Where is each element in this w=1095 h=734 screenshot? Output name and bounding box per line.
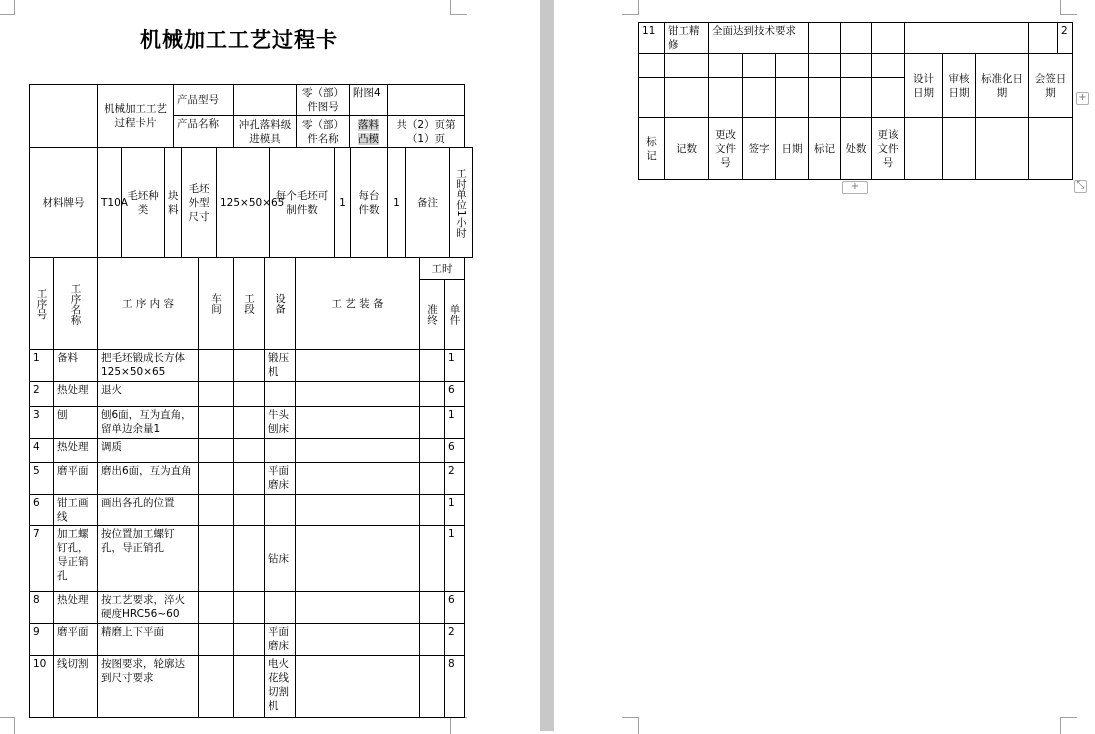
- empty-cell[interactable]: [639, 78, 665, 118]
- op-no[interactable]: 3: [30, 407, 54, 439]
- op-workshop[interactable]: [199, 526, 234, 592]
- product-model-label[interactable]: 产品型号: [174, 85, 234, 116]
- op-unit[interactable]: 6: [445, 592, 465, 624]
- op-content[interactable]: 按工艺要求，淬火硬度HRC56~60: [98, 592, 199, 624]
- table-row[interactable]: [30, 495, 465, 526]
- table-row[interactable]: [30, 350, 465, 382]
- op-content[interactable]: 按图要求，轮廓达到尺寸要求: [98, 656, 199, 718]
- review-date-label[interactable]: 审核日期: [943, 54, 976, 118]
- op-unit[interactable]: 6: [445, 382, 465, 407]
- page-corner-mark: [622, 717, 639, 734]
- op-workshop[interactable]: [199, 624, 234, 656]
- page-gutter: [540, 0, 554, 731]
- op-tooling[interactable]: [296, 350, 420, 382]
- op-workshop[interactable]: [199, 592, 234, 624]
- op-section[interactable]: [234, 382, 265, 407]
- op-name[interactable]: 钳工画线: [54, 495, 98, 526]
- revision-sign-label[interactable]: 签字: [743, 118, 776, 180]
- op-equipment[interactable]: 钻床: [265, 526, 296, 592]
- op-prep[interactable]: [420, 624, 445, 656]
- op-name[interactable]: 热处理: [54, 382, 98, 407]
- op-equipment[interactable]: [265, 439, 296, 463]
- op-no[interactable]: 8: [30, 592, 54, 624]
- op-workshop[interactable]: [199, 495, 234, 526]
- document-page-1: [0, 0, 540, 731]
- empty-cell[interactable]: [809, 54, 841, 78]
- revision-doc2-label[interactable]: 更该文件号: [872, 118, 905, 180]
- table-resize-handle-icon[interactable]: ⤡: [1074, 180, 1087, 193]
- empty-cell[interactable]: [639, 54, 665, 78]
- op-unit[interactable]: 1: [445, 495, 465, 526]
- op-equipment[interactable]: 电火花线切割机: [265, 656, 296, 718]
- part-drawing-value[interactable]: 附图4: [350, 85, 388, 116]
- continuation-table[interactable]: [638, 22, 1073, 180]
- part-name-value[interactable]: [350, 116, 388, 148]
- table-row[interactable]: [30, 526, 465, 592]
- page-corner-mark: [0, 717, 15, 734]
- op-section[interactable]: [234, 656, 265, 718]
- material-label[interactable]: 材料牌号: [30, 148, 98, 258]
- op-tooling[interactable]: [296, 495, 420, 526]
- op-section[interactable]: [234, 350, 265, 382]
- op-name[interactable]: 热处理: [54, 592, 98, 624]
- empty-cell[interactable]: [905, 118, 943, 180]
- op-no[interactable]: 11: [639, 23, 665, 54]
- empty-cell[interactable]: [943, 118, 976, 180]
- pages-indicator[interactable]: 共（2）页第（1）页: [388, 116, 465, 148]
- header-empty-cell[interactable]: [388, 85, 465, 116]
- op-unit[interactable]: 1: [445, 407, 465, 439]
- col-equipment[interactable]: 设备: [265, 258, 296, 350]
- op-name[interactable]: 加工螺钉孔，导正销孔: [54, 526, 98, 592]
- empty-cell[interactable]: [709, 54, 743, 78]
- per-blank-label[interactable]: 每个毛坯可制件数: [270, 148, 335, 258]
- op-content[interactable]: 按位置加工螺钉孔，导正销孔: [98, 526, 199, 592]
- op-tooling[interactable]: [296, 656, 420, 718]
- standardization-date-label[interactable]: 标准化日期: [976, 54, 1029, 118]
- per-machine-label[interactable]: 每台件数: [351, 148, 388, 258]
- countersign-date-label[interactable]: 会签日期: [1029, 54, 1073, 118]
- product-name-value[interactable]: 冲孔落料级进模具: [234, 116, 297, 148]
- empty-cell[interactable]: [841, 78, 872, 118]
- op-unit[interactable]: 8: [445, 656, 465, 718]
- op-prep[interactable]: [420, 592, 445, 624]
- op-tooling[interactable]: [296, 407, 420, 439]
- material-value[interactable]: T10A: [98, 148, 122, 258]
- op-name[interactable]: 备料: [54, 350, 98, 382]
- op-prep[interactable]: [420, 526, 445, 592]
- table-row[interactable]: [30, 439, 465, 463]
- add-row-button[interactable]: +: [842, 181, 868, 194]
- per-machine-value[interactable]: 1: [388, 148, 406, 258]
- op-name[interactable]: 热处理: [54, 439, 98, 463]
- table-row[interactable]: [30, 382, 465, 407]
- blank-type-label[interactable]: 毛坯种类: [122, 148, 165, 258]
- document-title: 机械加工工艺过程卡: [140, 27, 338, 52]
- op-name[interactable]: 钳工精修: [665, 23, 709, 54]
- op-equipment[interactable]: [265, 592, 296, 624]
- op-unit[interactable]: 6: [445, 439, 465, 463]
- op-section[interactable]: [234, 463, 265, 495]
- document-page-2: [554, 0, 1095, 731]
- op-equipment[interactable]: [872, 23, 905, 54]
- op-name[interactable]: 线切割: [54, 656, 98, 718]
- revision-count2-label[interactable]: 处数: [841, 118, 872, 180]
- empty-cell[interactable]: [776, 54, 809, 78]
- table-row[interactable]: [639, 23, 1073, 54]
- op-tooling[interactable]: [296, 382, 420, 407]
- empty-cell[interactable]: [665, 54, 709, 78]
- empty-cell[interactable]: [809, 78, 841, 118]
- op-equipment[interactable]: [265, 382, 296, 407]
- empty-cell[interactable]: [872, 54, 905, 78]
- op-equipment[interactable]: 锻压机: [265, 350, 296, 382]
- empty-cell[interactable]: [872, 78, 905, 118]
- col-workshop[interactable]: 车间: [199, 258, 234, 350]
- operations-table[interactable]: [29, 257, 465, 718]
- op-content[interactable]: 画出各孔的位置: [98, 495, 199, 526]
- op-prep[interactable]: [420, 350, 445, 382]
- op-unit[interactable]: 1: [445, 350, 465, 382]
- op-tooling[interactable]: [296, 439, 420, 463]
- op-prep[interactable]: [420, 382, 445, 407]
- op-equipment[interactable]: 平面磨床: [265, 624, 296, 656]
- op-content[interactable]: 把毛坯锻成长方体125×50×65: [98, 350, 199, 382]
- op-no[interactable]: 7: [30, 526, 54, 592]
- op-tooling[interactable]: [905, 23, 1029, 54]
- part-drawing-label[interactable]: 零（部）件图号: [297, 85, 350, 116]
- op-prep[interactable]: [1029, 23, 1058, 54]
- empty-cell[interactable]: [709, 78, 743, 118]
- product-model-value[interactable]: [234, 85, 297, 116]
- part-name-label[interactable]: 零（部）件名称: [297, 116, 350, 148]
- header-blank-cell[interactable]: [30, 85, 98, 148]
- blank-size-value[interactable]: 125×50×65: [217, 148, 270, 258]
- col-section[interactable]: 工段: [234, 258, 265, 350]
- col-step-name[interactable]: 工序名称: [54, 258, 98, 350]
- op-equipment[interactable]: 平面磨床: [265, 463, 296, 495]
- op-tooling[interactable]: [296, 463, 420, 495]
- op-section[interactable]: [234, 526, 265, 592]
- op-workshop[interactable]: [809, 23, 841, 54]
- part-name-value-text: 落料凸模: [358, 118, 379, 145]
- revision-count-label[interactable]: 记数: [665, 118, 709, 180]
- design-date-label[interactable]: 设计日期: [905, 54, 943, 118]
- op-no[interactable]: 2: [30, 382, 54, 407]
- table-row[interactable]: [30, 656, 465, 718]
- page-corner-mark: [1060, 0, 1077, 15]
- card-name[interactable]: 机械加工工艺过程卡片: [98, 85, 174, 148]
- op-section[interactable]: [234, 407, 265, 439]
- op-section[interactable]: [234, 495, 265, 526]
- op-prep[interactable]: [420, 407, 445, 439]
- op-content[interactable]: 磨出6面，互为直角: [98, 463, 199, 495]
- hour-unit-note[interactable]: 工时单位1小时: [450, 148, 473, 258]
- op-no[interactable]: 1: [30, 350, 54, 382]
- op-content[interactable]: 精磨上下平面: [98, 624, 199, 656]
- col-unit[interactable]: 单件: [445, 280, 465, 350]
- table-row[interactable]: [30, 592, 465, 624]
- op-workshop[interactable]: [199, 382, 234, 407]
- empty-cell[interactable]: [743, 54, 776, 78]
- revision-mark-label[interactable]: 标记: [639, 118, 665, 180]
- page-corner-mark: [450, 0, 467, 15]
- op-prep[interactable]: [420, 463, 445, 495]
- op-no[interactable]: 5: [30, 463, 54, 495]
- op-section[interactable]: [841, 23, 872, 54]
- card-header-table[interactable]: [29, 84, 465, 148]
- op-tooling[interactable]: [296, 526, 420, 592]
- op-unit[interactable]: 2: [445, 463, 465, 495]
- table-row[interactable]: [30, 463, 465, 495]
- product-name-label[interactable]: 产品名称: [174, 116, 234, 148]
- op-prep[interactable]: [420, 439, 445, 463]
- op-section[interactable]: [234, 439, 265, 463]
- page-corner-mark: [0, 0, 15, 15]
- table-row[interactable]: [30, 624, 465, 656]
- op-no[interactable]: 6: [30, 495, 54, 526]
- page-corner-mark: [450, 717, 467, 734]
- op-no[interactable]: 9: [30, 624, 54, 656]
- remark-label[interactable]: 备注: [406, 148, 450, 258]
- empty-cell[interactable]: [665, 78, 709, 118]
- empty-cell[interactable]: [743, 78, 776, 118]
- op-workshop[interactable]: [199, 656, 234, 718]
- blank-type-value[interactable]: 块料: [165, 148, 182, 258]
- revision-doc-label[interactable]: 更改文件号: [709, 118, 743, 180]
- page-corner-mark: [622, 0, 639, 15]
- empty-cell[interactable]: [776, 78, 809, 118]
- col-tooling[interactable]: 工 艺 装 备: [296, 258, 420, 350]
- add-column-button[interactable]: +: [1076, 92, 1089, 105]
- op-content[interactable]: 刨6面，互为直角，留单边余量1: [98, 407, 199, 439]
- op-unit[interactable]: 2: [445, 624, 465, 656]
- op-prep[interactable]: [420, 656, 445, 718]
- op-workshop[interactable]: [199, 407, 234, 439]
- op-content[interactable]: 退火: [98, 382, 199, 407]
- revision-date-label[interactable]: 日期: [776, 118, 809, 180]
- op-workshop[interactable]: [199, 439, 234, 463]
- op-workshop[interactable]: [199, 350, 234, 382]
- empty-cell[interactable]: [976, 118, 1029, 180]
- per-blank-value[interactable]: 1: [335, 148, 351, 258]
- col-content[interactable]: 工 序 内 容: [98, 258, 199, 350]
- op-name[interactable]: 磨平面: [54, 624, 98, 656]
- revision-mark2-label[interactable]: 标记: [809, 118, 841, 180]
- col-step-no[interactable]: 工序号: [30, 258, 54, 350]
- table-row[interactable]: [30, 407, 465, 439]
- empty-cell[interactable]: [841, 54, 872, 78]
- op-equipment[interactable]: [265, 495, 296, 526]
- empty-cell[interactable]: [1029, 118, 1073, 180]
- op-prep[interactable]: [420, 495, 445, 526]
- op-unit[interactable]: 1: [445, 526, 465, 592]
- material-table[interactable]: [29, 147, 473, 258]
- page-corner-mark: [1060, 717, 1077, 734]
- op-equipment[interactable]: 牛头刨床: [265, 407, 296, 439]
- op-content[interactable]: 全面达到技术要求: [709, 23, 809, 54]
- col-prep[interactable]: 准终: [420, 280, 445, 350]
- op-tooling[interactable]: [296, 592, 420, 624]
- op-no[interactable]: 4: [30, 439, 54, 463]
- op-section[interactable]: [234, 624, 265, 656]
- op-name[interactable]: 磨平面: [54, 463, 98, 495]
- op-no[interactable]: 10: [30, 656, 54, 718]
- op-name[interactable]: 刨: [54, 407, 98, 439]
- op-tooling[interactable]: [296, 624, 420, 656]
- op-unit[interactable]: 2: [1058, 23, 1073, 54]
- op-content[interactable]: 调质: [98, 439, 199, 463]
- op-section[interactable]: [234, 592, 265, 624]
- op-workshop[interactable]: [199, 463, 234, 495]
- col-hours[interactable]: 工时: [420, 258, 465, 280]
- blank-size-label[interactable]: 毛坯外型尺寸: [182, 148, 217, 258]
